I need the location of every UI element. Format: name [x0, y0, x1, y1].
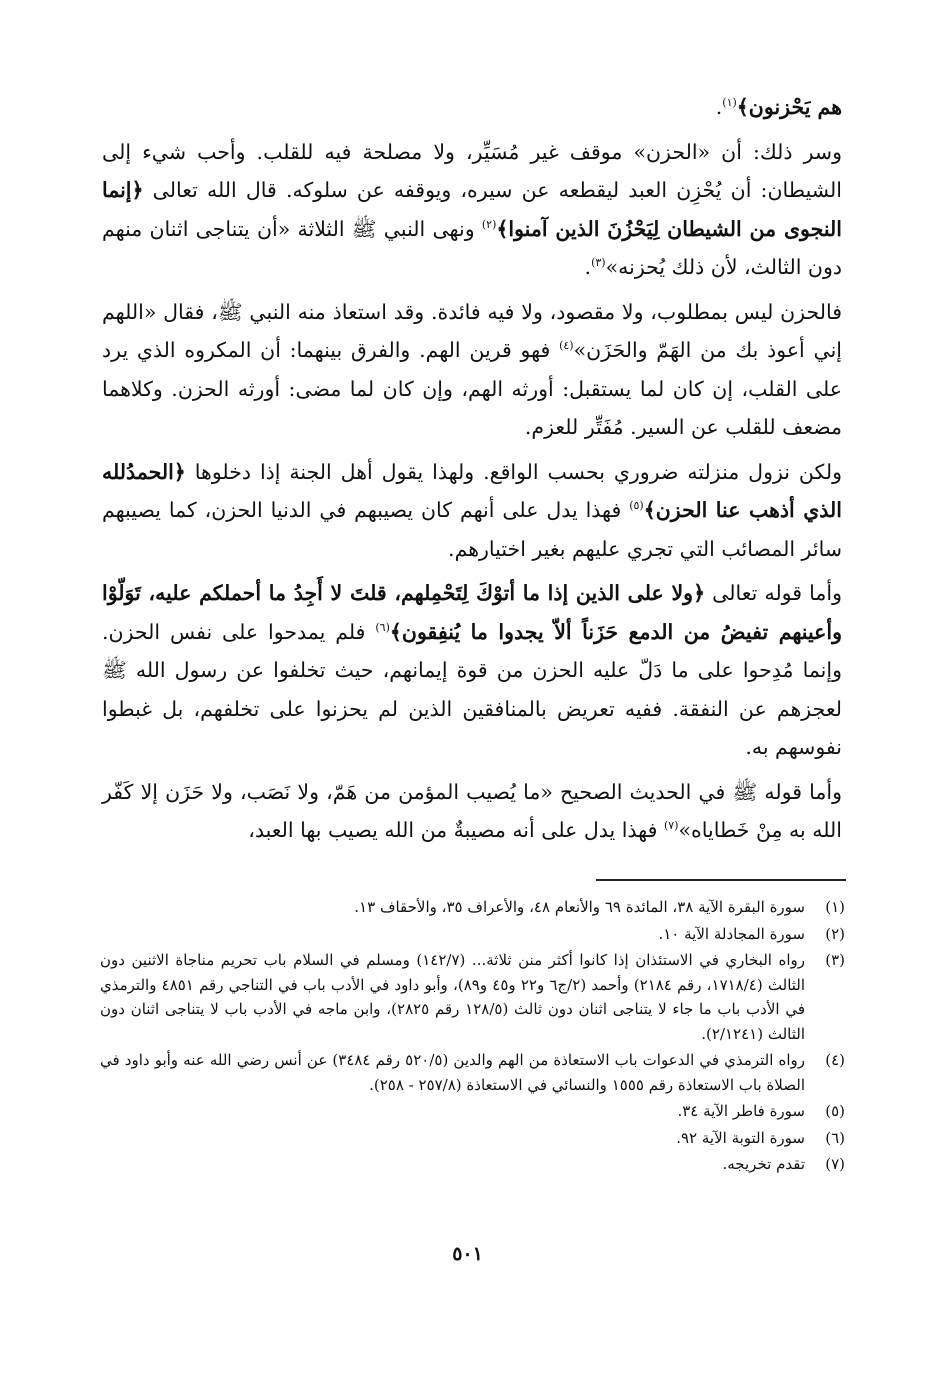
text-run: .: [584, 255, 592, 279]
footnote-ref: (٤): [559, 339, 574, 353]
paragraph: [102, 574, 842, 767]
text-run: فهذا يدل على أنه مصيبةٌ من الله يصيب بها العبد،: [248, 818, 664, 842]
footnote: [100, 1048, 845, 1097]
footnote-text: رواه الترمذي في الدعوات باب الاستعاذة من الهم والدين (٥٢٠/٥ رقم ٣٤٨٤) عن أنس رضي الله عنه وأبو داود في الصلاة باب الاستعاذة رقم ١٥٥٥ والنسائي في الاستعاذة (٢٥٧/٨ - ٢٥٨).: [100, 1051, 806, 1094]
paragraph: [102, 293, 842, 447]
footnote: [100, 1152, 845, 1177]
footnote-text: سورة البقرة الآية ٣٨، المائدة ٦٩ والأنعام ٤٨، والأعراف ٣٥، والأحقاف ١٣.: [354, 898, 805, 916]
paragraph: [102, 133, 842, 287]
text-run: ونهى النبي ﷺ الثلاثة «أن يتناجى اثنان منهم دون الثالث، لأن ذلك يُحزنه»: [102, 216, 842, 279]
footnote-number: (٥): [825, 1102, 845, 1120]
quran-quote: ﴿ولا على الذين إذا ما أتوْكَ لِتَحْمِلهم، قلتَ لا أَجِدُ ما أحملكم عليه، تَوَلّوْا وأعينهم تفيضُ من الدمع حَزَناً ألاّ يجدوا ما يُنفِقون﴾: [102, 581, 842, 644]
footnote-text: رواه البخاري في الاستئذان إذا كانوا أكثر منن ثلاثة... (١٤٢/٧) ومسلم في السلام باب تحريم مناجاة الاثنين دون الثالث (١٧١٨/٤، رقم ٢١٨٤) وأحمد (٢/ج٦ و٢٢ و٤٥ و٨٩)، وأبو داود في الأدب باب في التناجي رقم ٤٨٥١ والترمذي في الأدب باب ما جاء لا يتناجى اثنان دون ثالث (١٢٨/٥ رقم ٢٨٢٥)، وابن ماجه في الأدب باب لا يتناجى اثنان دون الثالث (٢/١٢٤١).: [100, 951, 806, 1043]
paragraph: [102, 453, 842, 569]
footnote-text: سورة فاطر الآية ٣٤.: [677, 1102, 805, 1120]
footnote: [100, 948, 845, 1046]
text-run: فهذا يدل على أنهم كان يصيبهم في الدنيا الحزن، كما يصيبهم سائر المصائب التي تجري عليهم بغير اختيارهم.: [102, 498, 842, 561]
text-run: فالحزن ليس بمطلوب، ولا مقصود، ولا فيه فائدة. وقد استعاذ منه النبي ﷺ، فقال «اللهم إني أعوذ بك من الهَمّ والحَزَن»: [102, 299, 842, 362]
paragraph: [102, 88, 842, 127]
footnote-number: (٧): [825, 1155, 845, 1173]
footnote-separator: [596, 879, 846, 881]
quran-quote: هم يَحْزنون﴾: [736, 95, 842, 119]
footnote: [100, 1099, 845, 1124]
page-number: ٥٠١: [452, 1243, 483, 1265]
footnote-ref: (١): [722, 96, 737, 110]
footnote: [100, 1126, 845, 1151]
footnote-text: تقدم تخريجه.: [722, 1155, 805, 1173]
text-run: وأما قوله تعالى: [705, 581, 842, 605]
text-run: وأما قوله ﷺ في الحديث الصحيح «ما يُصيب المؤمن من هَمّ، ولا نَصَب، ولا حَزَن إلا كَفّر الله به مِنْ خَطاياه»: [102, 779, 842, 842]
quran-quote: ﴿الحمدُلله الذي أذهب عنا الحزن﴾: [102, 459, 842, 522]
footnote-text: سورة المجادلة الآية ١٠.: [658, 924, 805, 943]
footnotes: [100, 895, 845, 1179]
footnote-ref: (٥): [629, 499, 644, 513]
footnote: [100, 922, 845, 947]
footnote-ref: (٢): [481, 217, 497, 231]
paragraph: [102, 773, 842, 850]
footnote-text: سورة التوبة الآية ٩٢.: [676, 1128, 805, 1147]
footnote: [100, 895, 845, 920]
text-run: وسر ذلك: أن «الحزن» موقف غير مُسَيِّر، ولا مصلحة فيه للقلب. وأحب شيء إلى الشيطان: أن يُحْزِن العبد ليقطعه عن سيره، ويوقفه عن سلوكه. قال الله تعالى: [102, 139, 842, 202]
footnote-number: (٢): [825, 924, 845, 943]
text-run: ولكن نزول منزلته ضروري بحسب الواقع. ولهذا يقول أهل الجنة إذا دخلوها: [185, 459, 842, 484]
footnote-ref: (٣): [591, 256, 606, 270]
body-text: [102, 88, 842, 856]
quran-quote: ﴿إنما النجوى من الشيطان لِيَحْزُنَ الذين آمنوا﴾: [102, 178, 842, 241]
text-run: فهو قرين الهم. والفرق بينهما: أن المكروه الذي يرد على القلب، إن كان لما يستقبل: أورثه الهم، وإن كان لما مضى: أورثه الحزن. وكلاهما مضعف للقلب عن السير. مُفَتِّر للعزم.: [102, 338, 842, 439]
footnote-ref: (٦): [375, 620, 390, 634]
footnote-number: (١): [825, 898, 845, 916]
footnote-number: (٦): [825, 1128, 845, 1147]
text-run: .: [715, 95, 723, 119]
footnote-number: (٣): [825, 951, 845, 969]
text-run: فلم يمدحوا على نفس الحزن. وإنما مُدِحوا على ما دَلّ عليه الحزن من قوة إيمانهم، حيث تخلفوا عن رسول الله ﷺ لعجزهم عن النفقة. ففيه تعريض بالمنافقين الذين لم يحزنوا على تخلفهم، بل غبطوا نفوسهم به.: [102, 619, 842, 759]
footnote-number: (٤): [825, 1051, 845, 1069]
footnote-ref: (٧): [663, 819, 679, 833]
